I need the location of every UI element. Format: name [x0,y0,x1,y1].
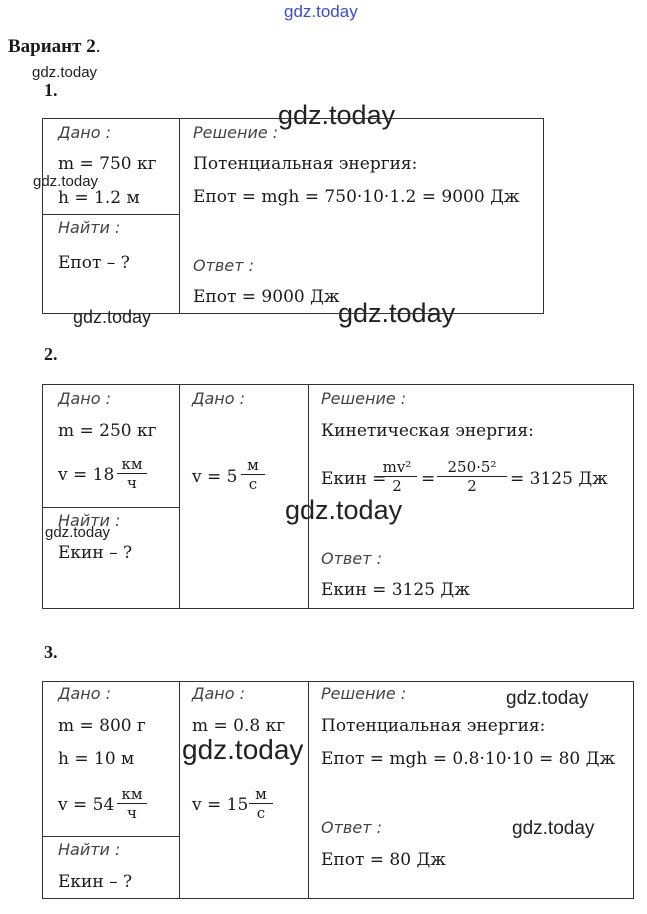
problem-3-find-label: Найти : [58,840,121,859]
problem-1-col-divider [179,118,180,314]
problem-3-answer: Eпот = 80 Дж [321,850,446,870]
problem-1-solution-label: Решение : [193,123,279,142]
watermark-small-5: gdz.today [506,688,589,709]
watermark-large-3: gdz.today [285,495,403,525]
watermark-small-4: gdz.today [45,524,111,541]
problem-2-given-label: Дано : [58,389,112,408]
problem-2-formula-frac2 [437,458,507,495]
problem-1-given-label: Дано : [58,123,112,142]
problem-2-unit-den: ч [127,474,137,492]
watermark-small-2: gdz.today [33,173,99,190]
problem-2-given2-speed-unit [241,456,265,493]
problem-1-given-mass: m = 750 кг [58,154,157,174]
problem-3-given2-speed: v = 15 [192,795,249,815]
problem-2-find-label: Найти : [58,511,121,530]
problem-3-given-height: h = 10 м [58,749,135,769]
problem-3-answer-label: Ответ : [321,818,382,837]
problem-1-table [42,118,544,314]
problem-3-unit-den: ч [127,804,137,822]
problem-2-unit-num: км [117,455,147,474]
problem-1-find-label: Найти : [58,218,121,237]
problem-2-row-divider [42,507,180,508]
page-title-text: Вариант 2 [8,36,96,57]
problem-3-unit-num: км [117,785,147,804]
problem-1-solution-title: Потенциальная энергия: [193,154,418,174]
watermark-large-4: gdz.today [182,734,304,765]
problem-2-answer-label: Ответ : [321,549,382,568]
page-title [8,36,100,58]
watermark-large-2: gdz.today [338,298,456,328]
problem-1-find: Eпот – ? [58,253,130,273]
problem-1-formula: Eпот = mgh = 750·10·1.2 = 9000 Дж [193,187,520,207]
problem-2-frac1-num: mv² [377,458,417,477]
problem-2-unit2-den: с [248,475,258,493]
problem-3-given-label: Дано : [58,684,112,703]
watermark-small-6: gdz.today [512,818,595,839]
problem-3-given2-mass: m = 0.8 кг [192,716,286,736]
problem-3-given-speed: v = 54 [58,795,115,815]
problem-3-given-mass: m = 800 г [58,716,146,736]
problem-3-number: 3. [44,642,58,662]
problem-2-solution-title: Кинетическая энергия: [321,421,534,441]
problem-1-number: 1. [44,80,58,100]
problem-3-unit2-num: м [249,785,273,804]
problem-2-table [42,384,634,609]
problem-2-given-mass: m = 250 кг [58,421,157,441]
problem-3-col-divider-1 [179,681,180,899]
problem-2-number: 2. [44,344,58,364]
problem-1-answer: Eпот = 9000 Дж [193,287,340,307]
problem-3-solution-title: Потенциальная энергия: [321,716,546,736]
problem-2-formula-eq: = [421,469,436,489]
problem-3-formula: Eпот = mgh = 0.8·10·10 = 80 Дж [321,749,616,769]
problem-3-find: Eкин – ? [58,872,133,892]
problem-2-col-divider-1 [179,384,180,609]
problem-2-frac2-den: 2 [467,477,477,495]
problem-1-answer-label: Ответ : [193,256,254,275]
problem-2-given-speed: v = 18 [58,465,115,485]
problem-1-given-height: h = 1.2 м [58,188,140,208]
problem-2-solution-label: Решение : [321,389,407,408]
problem-2-formula-left: Eкин = [321,469,387,489]
problem-2-given2-speed: v = 5 [192,467,238,487]
problem-3-unit2-den: с [256,804,266,822]
problem-1-row-divider [42,214,180,215]
watermark-top: gdz.today [284,2,358,21]
problem-2-formula-result: = 3125 Дж [510,469,608,489]
watermark-large-1: gdz.today [278,100,396,130]
problem-2-unit2-num: м [241,456,265,475]
problem-3-given2-label: Дано : [192,684,246,703]
problem-2-given-speed-unit [117,455,147,492]
problem-2-answer: Eкин = 3125 Дж [321,580,470,600]
problem-3-given2-speed-unit [249,785,273,822]
problem-3-row-divider [42,836,180,837]
problem-2-given2-label: Дано : [192,389,246,408]
page-title-dot: . [95,36,101,57]
problem-3-solution-label: Решение : [321,684,407,703]
problem-3-col-divider-2 [308,681,309,899]
watermark-small-3: gdz.today [73,307,152,327]
problem-2-col-divider-2 [308,384,309,609]
problem-2-frac1-den: 2 [392,477,402,495]
problem-3-given-speed-unit [117,785,147,822]
problem-2-find: Eкин – ? [58,543,133,563]
problem-2-frac2-num: 250·5² [437,458,507,477]
problem-2-formula-frac1 [377,458,417,495]
watermark-small-1: gdz.today [32,64,98,81]
